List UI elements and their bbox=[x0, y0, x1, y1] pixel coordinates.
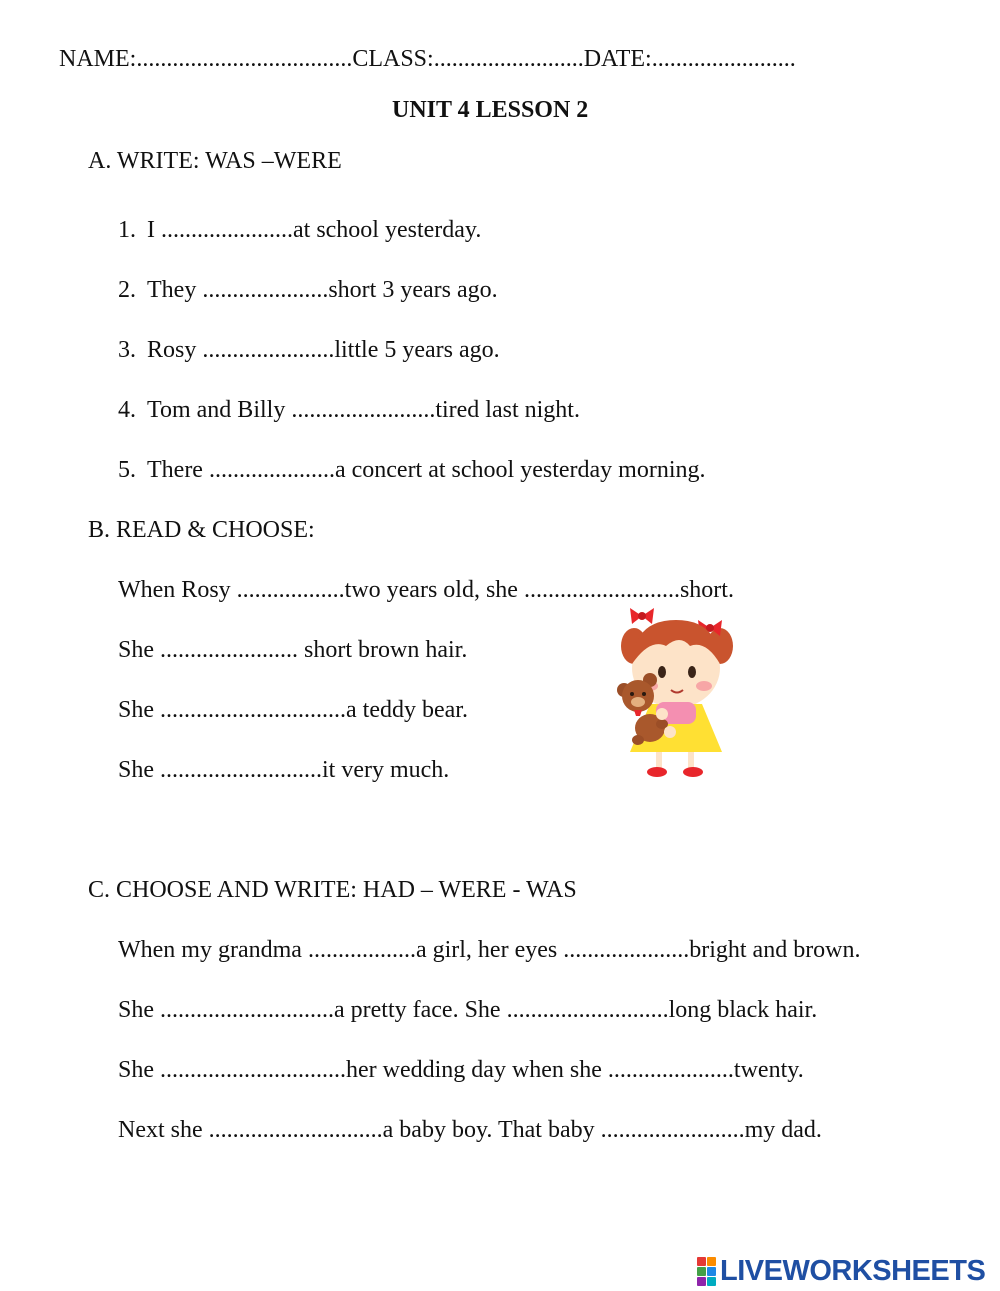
logo-block bbox=[697, 1257, 706, 1266]
exercise-a-sentence-5: There .....................a concert at school yesterday morning. bbox=[147, 457, 706, 483]
exercise-c-line-4: Next she .............................a baby boy. That baby ........................my dad. bbox=[118, 1117, 822, 1143]
logo-block bbox=[707, 1257, 716, 1266]
brand-name: LIVEWORKSHEETS bbox=[720, 1255, 986, 1287]
exercise-a-item-2: 2. They .....................short 3 years ago. bbox=[118, 277, 498, 303]
logo-block bbox=[707, 1267, 716, 1276]
exercise-b-line-4: She ...........................it very much. bbox=[118, 757, 450, 783]
exercise-a-item-5: 5. There .....................a concert at school yesterday morning. bbox=[118, 457, 706, 483]
exercise-a-sentence-4: Tom and Billy ........................tired last night. bbox=[147, 397, 580, 423]
exercise-a-sentence-3: Rosy ......................little 5 years ago. bbox=[147, 337, 500, 363]
logo-block bbox=[697, 1267, 706, 1276]
exercise-c-line-1: When my grandma ..................a girl, her eyes .....................bright and brown. bbox=[118, 937, 861, 963]
exercise-c-line-3: She ...............................her wedding day when she .....................twenty. bbox=[118, 1057, 804, 1083]
page-title: UNIT 4 LESSON 2 bbox=[392, 97, 589, 123]
exercise-c-line-2: She .............................a pretty face. She ...........................long black hair. bbox=[118, 997, 818, 1023]
exercise-b-line-1: When Rosy ..................two years old, she ..........................short. bbox=[118, 577, 734, 603]
student-info-line: NAME:....................................CLASS:.........................DATE:........................ bbox=[59, 46, 796, 72]
logo-block bbox=[707, 1277, 716, 1286]
exercise-b-line-2: She ....................... short brown hair. bbox=[118, 637, 468, 663]
liveworksheets-logo bbox=[697, 1255, 985, 1287]
exercise-a-item-1: 1. I ......................at school yesterday. bbox=[118, 217, 482, 243]
section-b-heading: B. READ & CHOOSE: bbox=[88, 517, 315, 543]
exercise-a-item-3: 3. Rosy ......................little 5 years ago. bbox=[118, 337, 500, 363]
girl-with-teddy-bear-icon bbox=[610, 606, 742, 782]
exercise-a-sentence-2: They .....................short 3 years ago. bbox=[147, 277, 498, 303]
exercise-b-line-3: She ...............................a teddy bear. bbox=[118, 697, 468, 723]
exercise-a-item-4: 4. Tom and Billy ........................tired last night. bbox=[118, 397, 580, 423]
logo-blocks-icon bbox=[697, 1257, 716, 1286]
exercise-a-sentence-1: I ......................at school yesterday. bbox=[147, 217, 482, 243]
section-c-heading: C. CHOOSE AND WRITE: HAD – WERE - WAS bbox=[88, 877, 577, 903]
logo-block bbox=[697, 1277, 706, 1286]
section-a-heading: A. WRITE: WAS –WERE bbox=[88, 148, 342, 174]
